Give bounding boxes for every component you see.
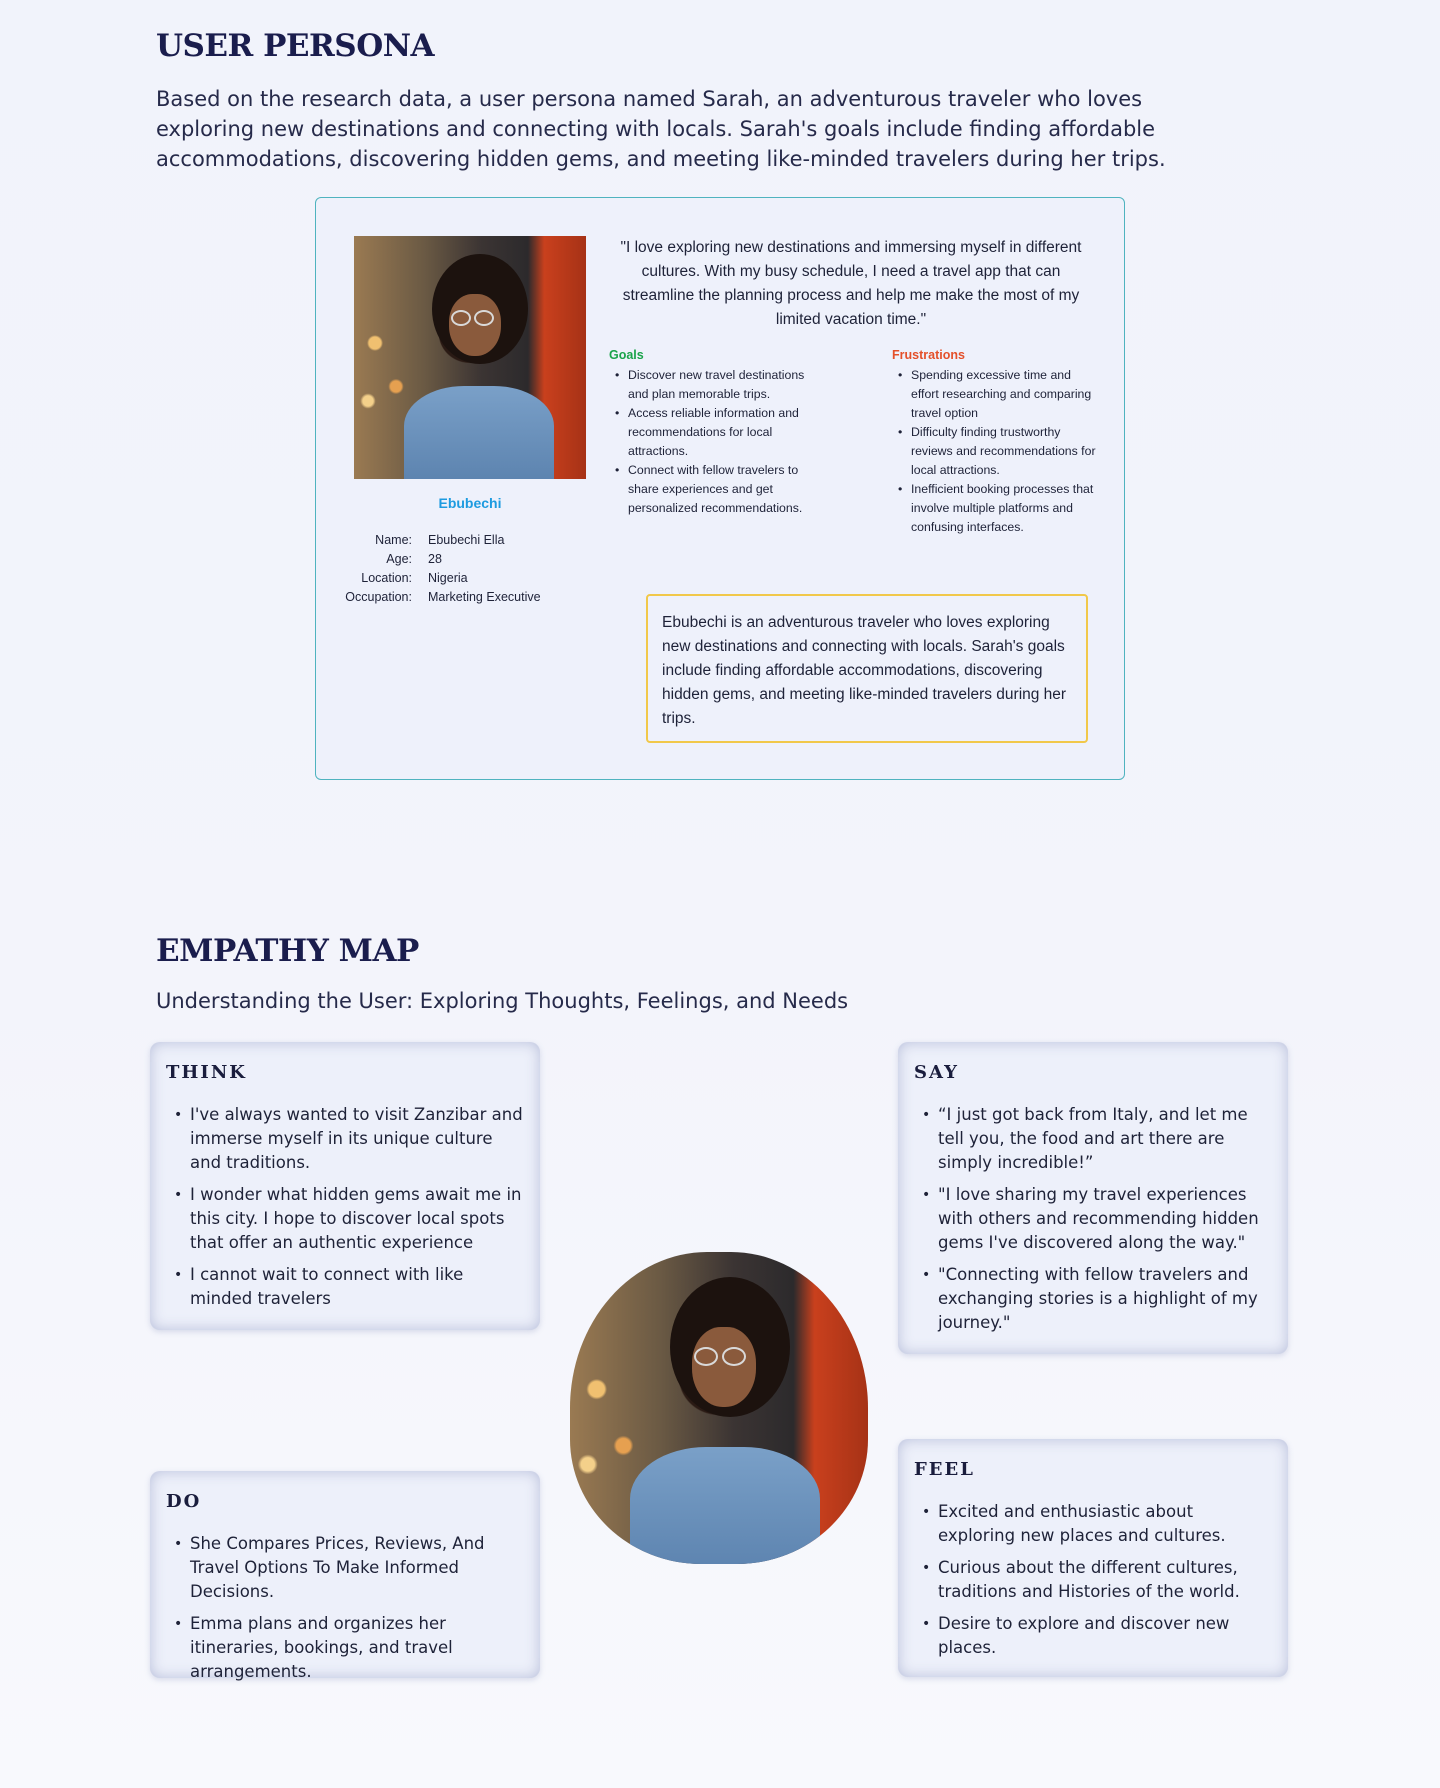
say-card	[898, 1042, 1288, 1354]
do-item: • Emma plans and organizes her itineraries, bookings, and travel arrangements.	[166, 1612, 524, 1684]
persona-intro: Based on the research data, a user persona named Sarah, an adventurous traveler who loves exploring new destinations and connecting with locals. Sarah's goals include finding affordable accommodations, discovering hidden gems, and meeting like-minded travelers during her trips.	[156, 87, 1166, 171]
persona-photo	[354, 236, 586, 479]
frustration-item: • Inefficient booking processes that involve multiple platforms and confusing interfaces.	[892, 480, 1102, 537]
do-item: • She Compares Prices, Reviews, And Travel Options To Make Informed Decisions.	[166, 1532, 524, 1604]
feel-heading: FEEL	[914, 1459, 975, 1480]
frustrations-heading: Frustrations	[892, 348, 965, 362]
say-heading: SAY	[914, 1062, 959, 1083]
think-heading: THINK	[166, 1062, 247, 1083]
info-key: Location:	[361, 571, 412, 585]
think-item: • I've always wanted to visit Zanzibar and immerse myself in its unique culture and traditions.	[166, 1103, 524, 1175]
feel-item: • Desire to explore and discover new places.	[914, 1612, 1272, 1660]
info-value: 28	[428, 552, 442, 566]
info-key: Occupation:	[345, 590, 412, 604]
persona-title: USER PERSONA	[156, 28, 435, 64]
empathy-subtitle: Understanding the User: Exploring Thoughts, Feelings, and Needs	[156, 989, 849, 1013]
do-heading: DO	[166, 1491, 202, 1512]
empathy-photo	[570, 1252, 868, 1564]
persona-name: Ebubechi	[438, 495, 502, 511]
persona-card	[315, 197, 1125, 780]
say-item: • "I love sharing my travel experiences with others and recommending hidden gems I've discovered along the way."	[914, 1183, 1272, 1255]
do-card	[150, 1471, 540, 1681]
info-key: Age:	[386, 552, 412, 566]
info-value: Marketing Executive	[428, 590, 541, 604]
info-value: Ebubechi Ella	[428, 533, 505, 547]
frustrations-section	[892, 346, 1102, 537]
think-item: • I cannot wait to connect with like minded travelers	[166, 1263, 524, 1311]
goals-heading: Goals	[609, 348, 644, 362]
info-row-age	[332, 550, 541, 569]
info-row-name	[332, 531, 541, 550]
persona-info	[332, 531, 541, 607]
think-card	[150, 1042, 540, 1330]
say-item: • "Connecting with fellow travelers and exchanging stories is a highlight of my journey."	[914, 1263, 1272, 1335]
info-row-occupation	[332, 588, 541, 607]
goal-item: • Discover new travel destinations and plan memorable trips.	[609, 366, 819, 404]
frustration-item: • Spending excessive time and effort researching and comparing travel option	[892, 366, 1102, 423]
think-item: • I wonder what hidden gems await me in this city. I hope to discover local spots that offer an authentic experience	[166, 1183, 524, 1255]
goals-section	[609, 346, 819, 518]
say-item: • “I just got back from Italy, and let me tell you, the food and art there are simply incredible!”	[914, 1103, 1272, 1175]
frustration-item: • Difficulty finding trustworthy reviews and recommendations for local attractions.	[892, 423, 1102, 480]
feel-item: • Excited and enthusiastic about exploring new places and cultures.	[914, 1500, 1272, 1548]
feel-item: • Curious about the different cultures, traditions and Histories of the world.	[914, 1556, 1272, 1604]
info-key: Name:	[375, 533, 412, 547]
goal-item: • Access reliable information and recommendations for local attractions.	[609, 404, 819, 461]
empathy-title: EMPATHY MAP	[156, 933, 419, 969]
info-row-location	[332, 569, 541, 588]
goal-item: • Connect with fellow travelers to share experiences and get personalized recommendations.	[609, 461, 819, 518]
feel-card	[898, 1439, 1288, 1677]
info-value: Nigeria	[428, 571, 468, 585]
persona-quote: "I love exploring new destinations and immersing myself in different cultures. With my busy schedule, I need a travel app that can streamline the planning process and help me make the most of my limited vacation time."	[620, 239, 1082, 328]
persona-summary: Ebubechi is an adventurous traveler who loves exploring new destinations and connecting with locals. Sarah's goals include finding affordable accommodations, discovering hidden gems, and meeting like-minded travelers during her trips.	[646, 594, 1088, 743]
